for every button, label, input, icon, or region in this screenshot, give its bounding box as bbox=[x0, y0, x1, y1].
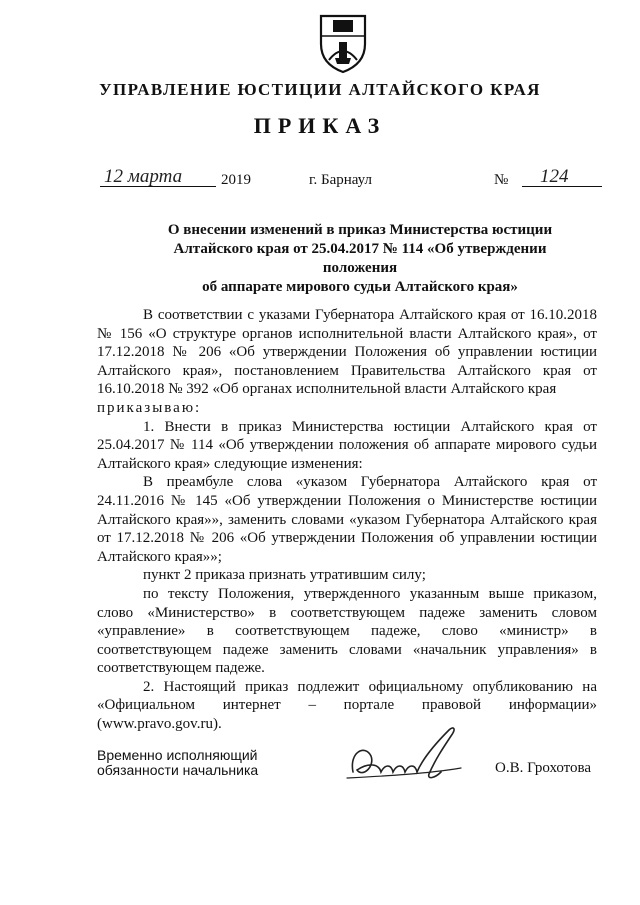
signatory-position bbox=[97, 748, 258, 778]
order-item-paragraph: В преамбуле слова «указом Губернатора Алтайского края от 24.11.2016 № 145 «Об утверждении Положения о Министерстве юстиции Алтайского края»», заменить словами «указом Губернатора Алтайского края от 17.12.2018 № 206 «Об утверждении Положения об управлении юстиции Алтайского края»»; bbox=[97, 474, 597, 565]
order-year: 2019 bbox=[221, 172, 251, 188]
order-city: г. Барнаул bbox=[309, 172, 372, 188]
order-item-paragraph: пункт 2 приказа признать утратившим силу; bbox=[143, 567, 426, 584]
order-number-underline bbox=[522, 186, 602, 187]
organization-title: УПРАВЛЕНИЕ ЮСТИЦИИ АЛТАЙСКОГО КРАЯ bbox=[99, 80, 541, 99]
subject-line: об аппарате мирового судьи Алтайского края» bbox=[202, 279, 518, 295]
order-body bbox=[97, 306, 597, 734]
order-directive-word: приказываю: bbox=[97, 399, 202, 416]
signatory-position-line: обязанности начальника bbox=[97, 762, 259, 778]
subject-line: Алтайского края от 25.04.2017 № 114 «Об утверждении положения bbox=[173, 241, 547, 276]
signatory-position-line: Временно исполняющий bbox=[97, 747, 258, 763]
order-date-underline bbox=[100, 186, 216, 187]
order-subject bbox=[140, 221, 580, 297]
order-item-paragraph: 2. Настоящий приказ подлежит официальному опубликованию на «Официальном интернет – портале правовой информации» (www.pravo.gov.ru). bbox=[97, 678, 597, 733]
order-number-handwritten: 124 bbox=[540, 166, 569, 187]
document-type-title: ПРИКАЗ bbox=[253, 113, 387, 138]
order-item-paragraph: по тексту Положения, утвержденного указанным выше приказом, слово «Министерство» в соответствующем падеже заменить словом «управление» в соответствующем падеже, слово «министр» в соответствующем падеже заменить словами «начальник управления» в соответствующем падеже. bbox=[97, 585, 597, 677]
altai-krai-coat-of-arms-icon bbox=[315, 12, 371, 74]
order-date-handwritten: 12 марта bbox=[104, 166, 183, 187]
preamble-paragraph: В соответствии с указами Губернатора Алтайского края от 16.10.2018 № 156 «О структуре органов исполнительной власти Алтайского края», от 17.12.2018 № 206 «Об утверждении Положения об управлении юстиции Алтайского края», постановлением Правительства Алтайского края от 16.10.2018 № 392 «Об органах исполнительной власти Алтайского края bbox=[97, 307, 597, 398]
signatory-name: О.В. Грохотова bbox=[495, 760, 592, 776]
order-item-paragraph: 1. Внести в приказ Министерства юстиции Алтайского края от 25.04.2017 № 114 «Об утверждении положения об аппарате мирового судьи Алтайского края» следующие изменения: bbox=[97, 418, 597, 472]
order-number-label: № bbox=[494, 172, 509, 188]
handwritten-signature bbox=[345, 722, 465, 792]
subject-line: О внесении изменений в приказ Министерства юстиции bbox=[167, 222, 553, 238]
